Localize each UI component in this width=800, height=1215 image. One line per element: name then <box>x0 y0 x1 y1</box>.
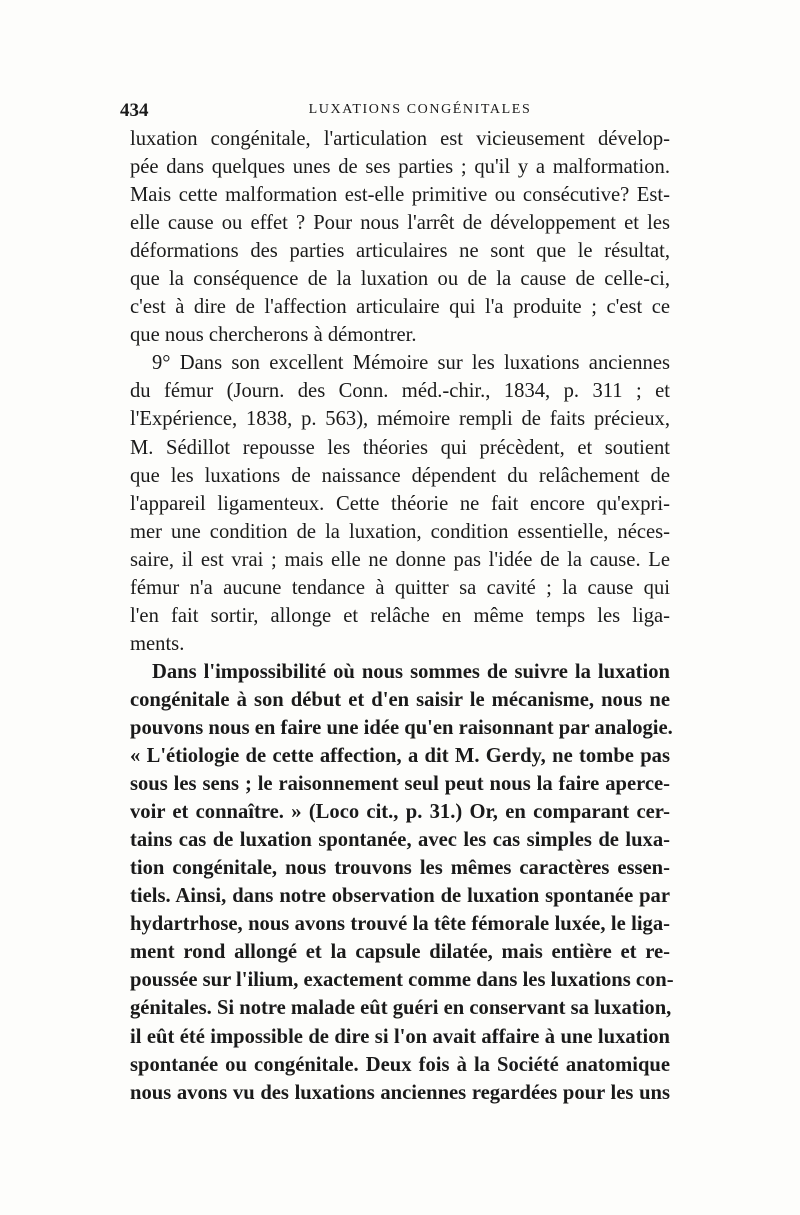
running-title: LUXATIONS CONGÉNITALES <box>308 102 532 117</box>
body-text <box>130 125 674 1107</box>
text-line: que les luxations de naissance dépendent du relâchement de <box>130 464 670 487</box>
text-line: poussée sur l'ilium, exactement comme dans les luxations con- <box>130 969 674 992</box>
text-line: 9° Dans son excellent Mémoire sur les luxations anciennes <box>152 352 670 375</box>
text-line: que la conséquence de la luxation ou de la cause de celle-ci, <box>130 268 670 291</box>
text-line: fémur n'a aucune tendance à quitter sa cavité ; la cause qui <box>130 576 670 599</box>
text-line: du fémur (Journ. des Conn. méd.-chir., 1834, p. 311 ; et <box>130 380 670 403</box>
text-line: ments. <box>130 632 185 655</box>
text-line: spontanée ou congénitale. Deux fois à la Société anatomique <box>130 1053 670 1076</box>
text-line: l'appareil ligamenteux. Cette théorie ne fait encore qu'expri- <box>130 492 670 515</box>
text-line: nous avons vu des luxations anciennes regardées pour les uns <box>130 1081 670 1104</box>
text-line: pouvons nous en faire une idée qu'en raisonnant par analogie. <box>130 716 673 739</box>
text-line: tion congénitale, nous trouvons les mêmes caractères essen- <box>130 857 670 880</box>
text-line: sous les sens ; le raisonnement seul peut nous la faire aperce- <box>130 773 670 796</box>
text-line: que nous chercherons à démontrer. <box>130 324 417 347</box>
text-line: saire, il est vrai ; mais elle ne donne pas l'idée de la cause. Le <box>130 548 670 571</box>
text-line: « L'étiologie de cette affection, a dit M. Gerdy, ne tombe pas <box>130 745 670 768</box>
text-line: mer une condition de la luxation, condition essentielle, néces- <box>130 520 670 543</box>
text-line: déformations des parties articulaires ne sont que le résultat, <box>130 240 670 263</box>
text-line: il eût été impossible de dire si l'on avait affaire à une luxation <box>130 1025 670 1048</box>
text-line: hydartrhose, nous avons trouvé la tête fémorale luxée, le liga- <box>130 913 670 936</box>
text-line: génitales. Si notre malade eût guéri en conservant sa luxation, <box>130 997 672 1020</box>
text-line: M. Sédillot repousse les théories qui précèdent, et soutient <box>130 436 670 459</box>
paragraph <box>130 349 670 658</box>
text-line: Mais cette malformation est-elle primitive ou consécutive? Est- <box>130 184 670 207</box>
text-line: pée dans quelques unes de ses parties ; qu'il y a malformation. <box>130 156 670 179</box>
page-number: 434 <box>120 100 149 121</box>
text-line: tiels. Ainsi, dans notre observation de luxation spontanée par <box>130 885 670 908</box>
text-line: tains cas de luxation spontanée, avec les cas simples de luxa- <box>130 829 670 852</box>
text-line: c'est à dire de l'affection articulaire qui l'a produite ; c'est ce <box>130 296 670 319</box>
text-line: congénitale à son début et d'en saisir le mécanisme, nous ne <box>130 688 670 711</box>
text-line: Dans l'impossibilité où nous sommes de suivre la luxation <box>152 660 670 683</box>
paragraph <box>130 125 670 349</box>
text-line: elle cause ou effet ? Pour nous l'arrêt de développement et les <box>130 212 670 235</box>
text-line: l'en fait sortir, allonge et relâche en même temps les liga- <box>130 604 670 627</box>
paragraph <box>130 658 674 1107</box>
text-line: luxation congénitale, l'articulation est vicieusement dévelop- <box>130 128 670 150</box>
text-line: voir et connaître. » (Loco cit., p. 31.) Or, en comparant cer- <box>130 801 670 824</box>
text-line: ment rond allongé et la capsule dilatée, mais entière et re- <box>130 941 670 964</box>
text-line: l'Expérience, 1838, p. 563), mémoire rempli de faits précieux, <box>130 408 670 431</box>
